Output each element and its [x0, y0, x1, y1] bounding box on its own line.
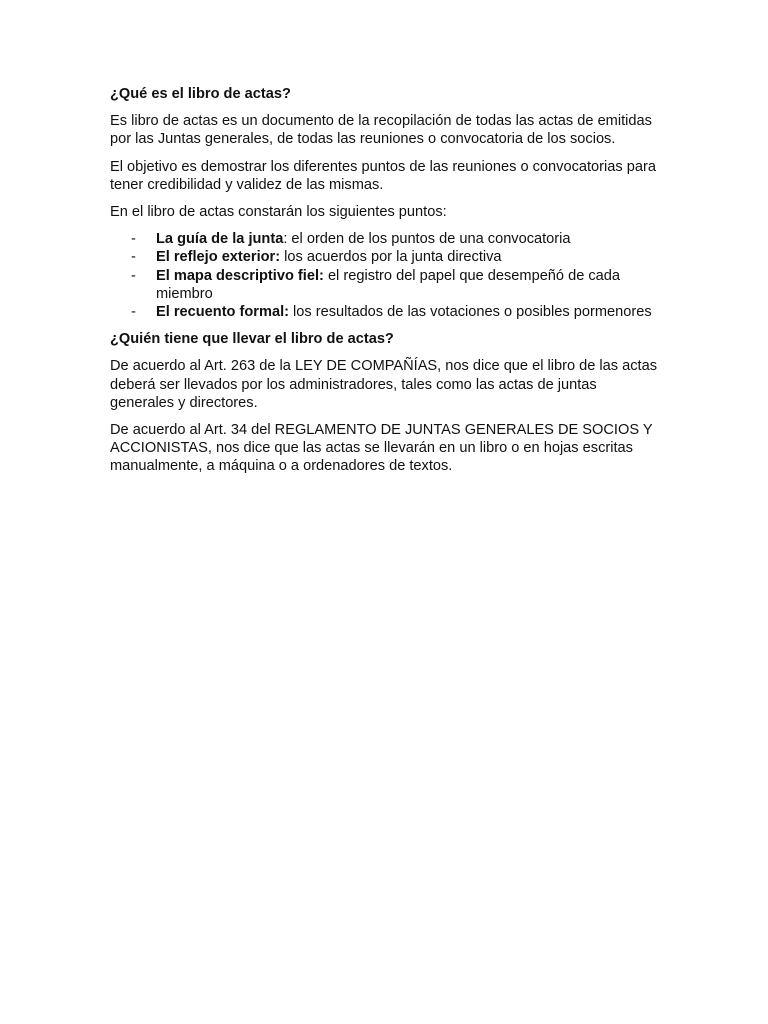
- paragraph-objective: El objetivo es demostrar los diferentes puntos de las reuniones o convocatorias para tener credibilidad y validez de las mismas.: [110, 158, 656, 193]
- list-item-text: el registro del papel que desempeñó de cada miembro: [156, 267, 621, 302]
- list-item-text: los resultados de las votaciones o posibles pormenores: [289, 304, 652, 321]
- paragraph-points-intro: En el libro de actas constarán los siguientes puntos:: [110, 204, 447, 221]
- list-item: [110, 267, 662, 303]
- bullet-dash: -: [131, 231, 136, 248]
- list-item: [110, 248, 662, 266]
- bullet-dash: -: [131, 304, 136, 321]
- document-page: [110, 85, 662, 485]
- list-item-term: El recuento formal:: [156, 304, 289, 321]
- paragraph-definition: Es libro de actas es un documento de la recopilación de todas las actas de emitidas por las Juntas generales, de todas las reuniones o convocatoria de los socios.: [110, 113, 652, 148]
- list-item-term: El mapa descriptivo fiel:: [156, 267, 324, 284]
- bullet-dash: -: [131, 267, 136, 284]
- paragraph-ley-companias: De acuerdo al Art. 263 de la LEY DE COMPAÑÍAS, nos dice que el libro de las actas deberá ser llevados por los administradores, tales como las actas de juntas generales y directores.: [110, 358, 658, 411]
- paragraph-reglamento: De acuerdo al Art. 34 del REGLAMENTO DE JUNTAS GENERALES DE SOCIOS Y ACCIONISTAS, nos dice que las actas se llevarán en un libro o en hojas escritas manualmente, a máquina o a ordenadores de textos.: [110, 422, 653, 475]
- list-item-text: : el orden de los puntos de una convocatoria: [283, 231, 571, 248]
- section-heading-quien-tiene: ¿Quién tiene que llevar el libro de actas?: [110, 331, 394, 348]
- list-item: [110, 230, 662, 248]
- list-item-text: los acuerdos por la junta directiva: [280, 249, 502, 266]
- list-item: [110, 303, 662, 321]
- points-list: [110, 230, 662, 321]
- bullet-dash: -: [131, 249, 136, 266]
- list-item-term: La guía de la junta: [156, 231, 284, 248]
- section-heading-que-es: ¿Qué es el libro de actas?: [110, 86, 291, 102]
- list-item-term: El reflejo exterior:: [156, 249, 281, 266]
